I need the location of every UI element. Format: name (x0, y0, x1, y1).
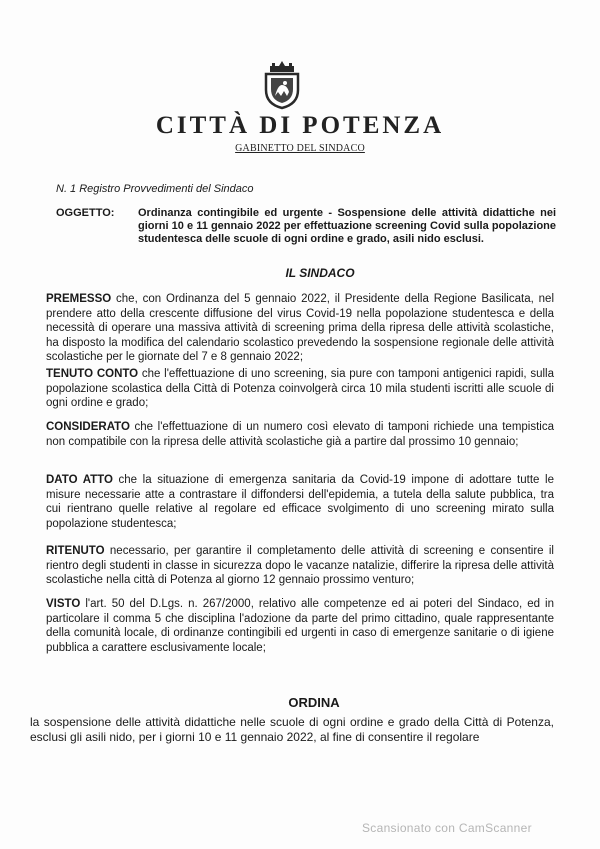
paragraph-considerato (46, 420, 554, 449)
city-title: CITTÀ DI POTENZA (155, 112, 445, 139)
subject-text: Ordinanza contingibile ed urgente - Sospensione delle attività didattiche nei giorni 10 e 11 gennaio 2022 per effettuazione screening Covid sulla popolazione studentesca delle scuole di ogni ordine e grado, asili nido esclusi. (138, 207, 556, 245)
paragraph-lead: RITENUTO (46, 545, 105, 557)
paragraph-text: che la situazione di emergenza sanitaria da Covid-19 impone di adottare tutte le misure necessarie atte a contrastare il diffondersi dell'epidemia, a tutela della salute pubblica, tra cui rientrano quelle relative al regolare ed efficace svolgimento di uno screening mirato sulla popolazione studentesca; (46, 474, 554, 530)
order-heading: ORDINA (288, 695, 340, 710)
registry-number: N. 1 Registro Provvedimenti del Sindaco (56, 183, 254, 195)
order-text: la sospensione delle attività didattiche nelle scuole di ogni ordine e grado della Città di Potenza, esclusi gli asili nido, per i giorni 10 e 11 gennaio 2022, al fine di consentire il regolare (30, 715, 554, 744)
paragraph-text: che l'effettuazione di un numero così elevato di tamponi richiede una tempistica non compatibile con la ripresa delle attività scolastiche già a partire dal prossimo 10 gennaio; (46, 421, 554, 448)
subject-block (56, 207, 556, 246)
paragraph-lead: CONSIDERATO (46, 421, 130, 433)
paragraph-premesso (46, 292, 554, 365)
paragraph-text: necessario, per garantire il completamento delle attività di screening e consentire il rientro degli studenti in classe in sicurezza dopo le vacanze natalizie, differire la ripresa delle attività scolastiche nella città di Potenza al giorno 12 gennaio prossimo venturo; (46, 545, 554, 586)
paragraph-text: che, con Ordinanza del 5 gennaio 2022, il Presidente della Regione Basilicata, nel prendere atto della crescente diffusione del virus Covid-19 nella popolazione studentesca e della necessità di operare una massiva attività di screening prima della ripresa delle attività scolastiche, ha disposto la modifica del calendario scolastico prevedendo la sospensione regionale delle attività scolastiche per le giornate del 7 e 8 gennaio 2022; (46, 293, 554, 363)
mayor-heading: IL SINDACO (285, 266, 355, 280)
paragraph-text: l'art. 50 del D.Lgs. n. 267/2000, relativo alle competenze ed ai poteri del Sindaco, ed in particolare il comma 5 che disciplina l'adozione da parte del primo cittadino, quale rappresentante della comunità locale, di ordinanze contingibili ed urgenti in caso di emergenze sanitarie o di igiene pubblica a carattere esclusivamente locale; (46, 598, 554, 654)
paragraph-text: che l'effettuazione di uno screening, sia pure con tamponi antigenici rapidi, sulla popolazione scolastica della Città di Potenza coinvolgerà circa 10 mila studenti iscritti alle scuole di ogni ordine e grado; (46, 368, 554, 409)
paragraph-visto (46, 597, 554, 655)
subject-label: OGGETTO: (56, 207, 115, 219)
office-subtitle: GABINETTO DEL SINDACO (235, 143, 365, 154)
paragraph-lead: VISTO (46, 598, 81, 610)
paragraph-tenuto-conto (46, 367, 554, 411)
city-crest-icon (260, 58, 304, 110)
paragraph-dato-atto (46, 473, 554, 531)
paragraph-lead: TENUTO CONTO (46, 368, 139, 380)
paragraph-ritenuto (46, 544, 554, 588)
scanner-watermark: Scansionato con CamScanner (362, 821, 532, 835)
paragraph-lead: PREMESSO (46, 293, 112, 305)
paragraph-lead: DATO ATTO (46, 474, 113, 486)
